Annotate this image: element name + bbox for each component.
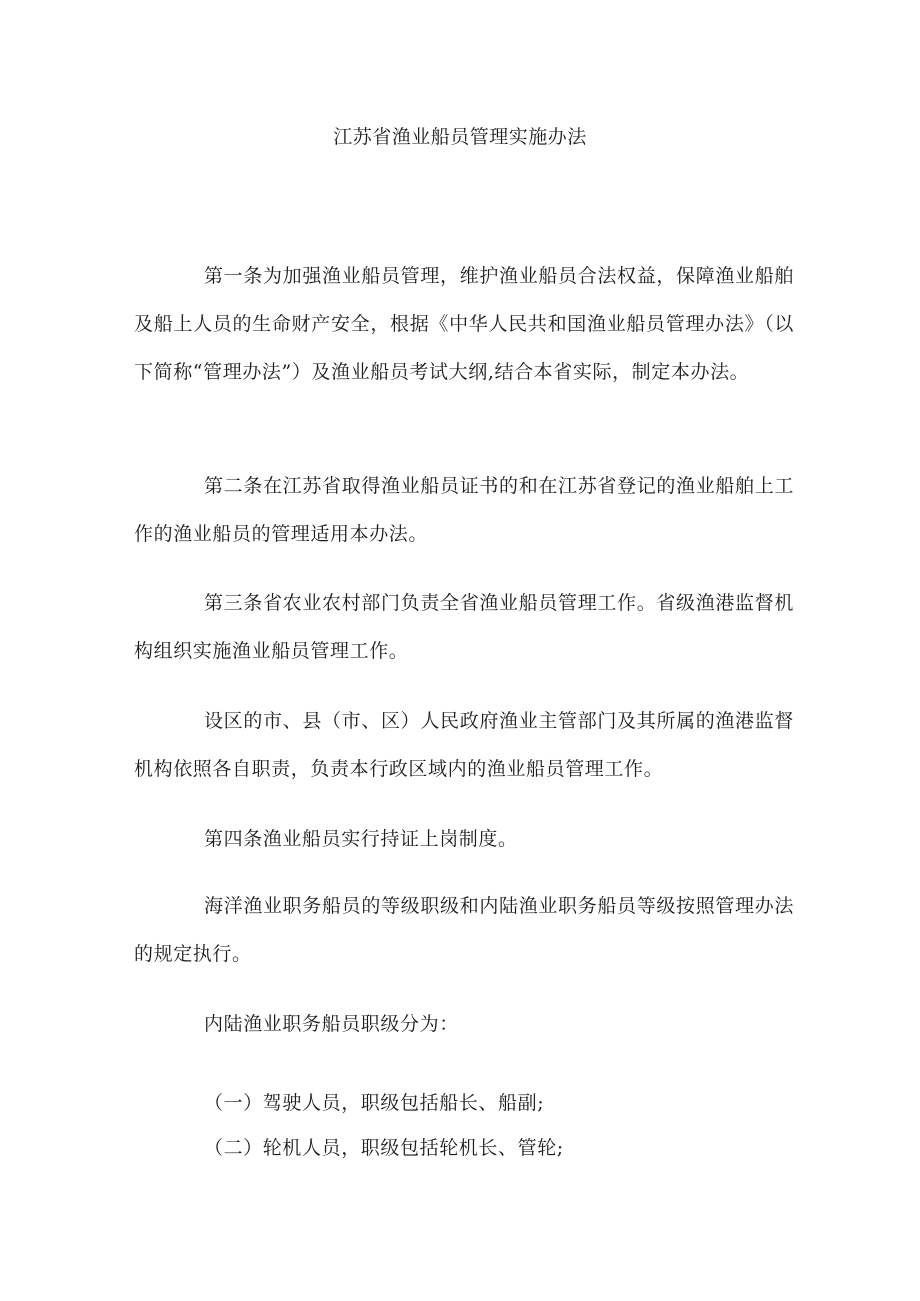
article-1-paragraph: 第一条为加强渔业船员管理，维护渔业船员合法权益，保障渔业船舶及船上人员的生命财产安全，根据《中华人民共和国渔业船员管理办法》（以下简称“管理办法”）及渔业船员考试大纲,结合本省实际，制定本办法。	[134, 265, 794, 383]
list-item-navigation-staff: （一）驾驶人员，职级包括船长、船副;	[204, 1092, 545, 1114]
article-2-paragraph: 第二条在江苏省取得渔业船员证书的和在江苏省登记的渔业船舶上工作的渔业船员的管理适用本办法。	[134, 475, 794, 545]
article-3-paragraph: 第三条省农业农村部门负责全省渔业船员管理工作。省级渔港监督机构组织实施渔业船员管理工作。	[134, 592, 794, 662]
article-4-subparagraph-marine: 海洋渔业职务船员的等级职级和内陆渔业职务船员等级按照管理办法的规定执行。	[134, 895, 794, 965]
list-item-engine-staff: （二）轮机人员，职级包括轮机长、管轮;	[204, 1137, 564, 1159]
document-title: 江苏省渔业船员管理实施办法	[333, 126, 587, 148]
article-4-paragraph: 第四条渔业船员实行持证上岗制度。	[204, 828, 518, 850]
article-3-subparagraph: 设区的市、县（市、区）人民政府渔业主管部门及其所属的渔港监督机构依照各自职责，负责本行政区域内的渔业船员管理工作。	[134, 710, 794, 780]
article-4-subparagraph-inland: 内陆渔业职务船员职级分为：	[204, 1013, 459, 1035]
